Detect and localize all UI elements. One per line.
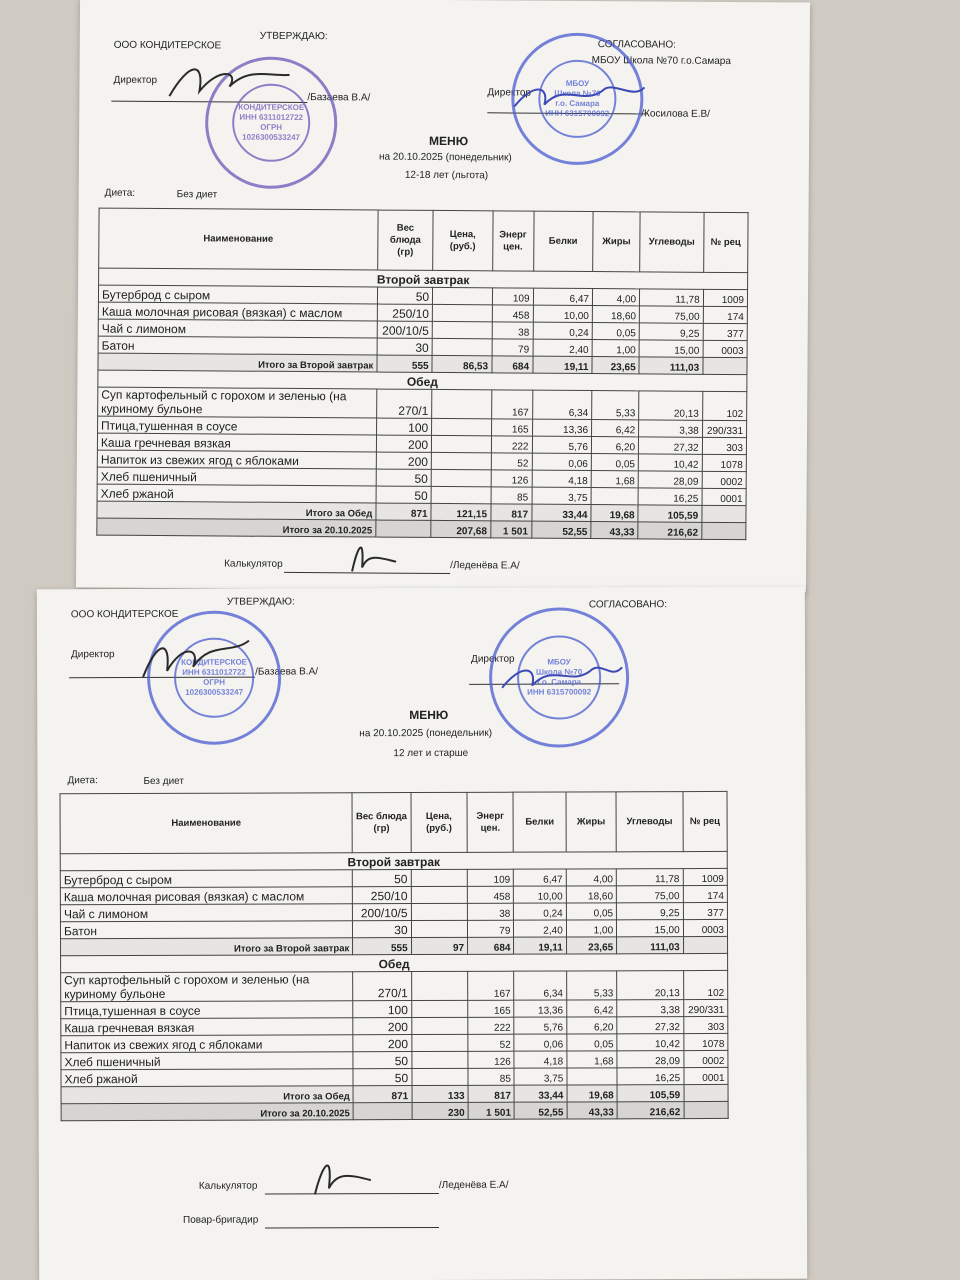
dish-energy: 52 [491, 453, 532, 470]
dish-fat: 18,60 [592, 306, 639, 323]
dish-weight: 50 [352, 870, 410, 887]
dish-weight: 100 [353, 1001, 411, 1018]
dish-energy: 85 [491, 487, 532, 504]
dish-name: Хлеб пшеничный [97, 467, 376, 486]
director-right-label: Директор [487, 87, 532, 99]
table-row [61, 970, 728, 1001]
dish-recipe: 1009 [703, 289, 747, 306]
total-label: Итого за Второй завтрак [98, 353, 377, 372]
calculator-label: Калькулятор [224, 558, 283, 570]
section-title: Второй завтрак [60, 851, 727, 870]
dish-name: Суп картофельный с горохом и зеленью (на куриному бульоне [61, 972, 353, 1002]
dish-price [431, 486, 491, 503]
dish-price [432, 435, 492, 452]
dish-recipe: 377 [703, 323, 747, 340]
column-header: Жиры [593, 212, 641, 272]
stamp-text: ИНН 6311012722 [239, 112, 304, 123]
day-total-carbs: 216,62 [638, 522, 702, 539]
column-header: Наименование [99, 208, 378, 270]
dish-recipe: 0002 [702, 471, 746, 488]
dish-fat: 6,20 [567, 1017, 617, 1034]
section-title: Обед [98, 370, 747, 392]
dish-price [431, 469, 491, 486]
director-signature [159, 56, 299, 107]
total-carbs: 111,03 [639, 357, 703, 374]
empty-cell [684, 1101, 728, 1118]
menu-table [60, 791, 729, 1121]
dish-protein: 2,40 [514, 920, 566, 937]
dish-price [433, 287, 493, 304]
dish-carbs: 15,00 [617, 920, 684, 937]
total-carbs: 105,59 [638, 505, 702, 522]
dish-carbs: 28,09 [617, 1051, 684, 1068]
section-title: Второй завтрак [99, 268, 748, 290]
dish-price [432, 389, 492, 418]
dish-name: Хлеб пшеничный [61, 1052, 353, 1070]
dish-recipe: 303 [702, 437, 746, 454]
dish-recipe: 290/331 [702, 420, 746, 437]
dish-recipe: 174 [683, 885, 727, 902]
dish-carbs: 20,13 [639, 391, 703, 420]
calculator-name: /Леденёва Е.А/ [450, 560, 520, 572]
day-total-weight [353, 1103, 411, 1120]
dish-fat: 0,05 [591, 454, 638, 471]
approve-label: УТВЕРЖДАЮ: [226, 596, 295, 608]
dish-protein: 0,24 [533, 322, 593, 339]
stamp-text: ИНН 6311012722 [182, 667, 246, 677]
company-name: ООО КОНДИТЕРСКОЕ [70, 608, 179, 621]
signature-line [265, 1227, 439, 1229]
stamp-text: КОНДИТЕРСКОЕ [181, 657, 248, 667]
dish-carbs: 75,00 [616, 886, 683, 903]
dish-weight: 50 [376, 469, 431, 486]
dish-protein: 4,18 [532, 470, 592, 487]
dish-carbs: 15,00 [639, 340, 703, 357]
dish-recipe: 0001 [702, 488, 746, 505]
day-total-energy: 1 501 [490, 521, 531, 538]
total-weight: 555 [353, 938, 411, 955]
day-total-fat: 43,33 [567, 1102, 617, 1119]
dish-weight: 50 [377, 287, 432, 304]
dish-recipe: 1078 [683, 1033, 727, 1050]
director-signature [509, 76, 649, 117]
dish-energy: 126 [491, 470, 532, 487]
column-header: Белки [513, 792, 566, 852]
dish-fat: 1,68 [591, 471, 638, 488]
dish-weight: 30 [377, 338, 432, 355]
dish-fat: 6,42 [567, 1000, 617, 1017]
column-header: Белки [533, 211, 593, 271]
dish-energy: 38 [492, 322, 533, 339]
dish-energy: 109 [467, 869, 513, 886]
day-total-carbs: 216,62 [617, 1102, 684, 1119]
dish-weight: 200/10/5 [377, 321, 432, 338]
column-header: Наименование [60, 793, 352, 854]
dish-recipe: 1009 [683, 868, 727, 885]
dish-name: Каша молочная рисовая (вязкая) с маслом [60, 887, 352, 905]
director-left-label: Директор [71, 649, 115, 661]
dish-price [432, 321, 492, 338]
dish-energy: 85 [468, 1068, 514, 1085]
total-label: Итого за Второй завтрак [61, 938, 353, 956]
dish-energy: 167 [491, 390, 532, 419]
dish-name: Суп картофельный с горохом и зеленью (на куриному бульоне [98, 387, 377, 418]
column-header: Вес блюда (гр) [352, 793, 411, 853]
company-name: ООО КОНДИТЕРСКОЕ [113, 39, 222, 52]
day-total-row [61, 1101, 728, 1120]
column-header: Цена, (руб.) [433, 210, 493, 270]
dish-fat: 5,33 [592, 391, 639, 420]
dish-fat: 1,00 [566, 920, 616, 937]
total-fat: 23,65 [566, 937, 616, 954]
dish-recipe: 1078 [702, 454, 746, 471]
dish-energy: 52 [468, 1034, 514, 1051]
dish-weight: 270/1 [376, 389, 432, 418]
dish-carbs: 10,42 [638, 454, 702, 471]
total-weight: 555 [377, 355, 432, 372]
column-header: Цена, (руб.) [411, 792, 468, 852]
total-energy: 684 [468, 937, 514, 954]
dish-weight: 250/10 [377, 304, 432, 321]
dish-weight: 270/1 [353, 972, 412, 1001]
table-header-row [60, 791, 727, 853]
empty-cell [702, 505, 746, 522]
dish-protein: 0,06 [532, 453, 592, 470]
dish-price [411, 1000, 467, 1017]
dish-carbs: 10,42 [617, 1034, 684, 1051]
total-price: 97 [411, 937, 467, 954]
dish-name: Напиток из свежих ягод с яблоками [97, 450, 376, 469]
director-left-name: /Базаева В.А/ [307, 92, 371, 104]
dish-energy: 126 [468, 1051, 514, 1068]
table-header-row [99, 208, 748, 273]
total-price: 86,53 [432, 355, 492, 372]
dish-fat: 6,20 [591, 437, 638, 454]
stamp-text: Школа №70 [535, 667, 583, 677]
dish-price [431, 452, 491, 469]
dish-recipe: 0001 [684, 1067, 728, 1084]
dish-price [411, 1017, 467, 1034]
approve-label: УТВЕРЖДАЮ: [259, 30, 328, 43]
dish-weight: 250/10 [353, 887, 411, 904]
menu-date: на 20.10.2025 (понедельник) [359, 727, 493, 740]
agreed-label: СОГЛАСОВАНО: [597, 39, 677, 51]
dish-carbs: 3,38 [639, 420, 703, 437]
column-header: Жиры [566, 792, 617, 852]
dish-weight: 30 [353, 921, 411, 938]
director-right-name: /Косилова Е.В/ [641, 108, 711, 120]
column-header: № рец [683, 791, 728, 851]
stamp-text: г.о. Самара [555, 98, 600, 109]
dish-weight: 200 [376, 435, 431, 452]
director-left-label: Директор [113, 74, 158, 86]
dish-name: Батон [60, 921, 352, 939]
total-protein: 33,44 [514, 1085, 566, 1102]
dish-name: Каша молочная рисовая (вязкая) с маслом [98, 302, 377, 321]
dish-carbs: 11,78 [640, 289, 704, 306]
calculator-label: Калькулятор [198, 1180, 258, 1192]
dish-recipe: 303 [683, 1016, 727, 1033]
day-total-price: 207,68 [431, 520, 491, 537]
dish-protein: 13,36 [532, 419, 592, 436]
day-total-label: Итого за 20.10.2025 [61, 1103, 353, 1121]
day-total-label: Итого за 20.10.2025 [97, 518, 376, 537]
dish-carbs: 16,25 [638, 488, 702, 505]
empty-cell [683, 936, 727, 953]
dish-price [432, 418, 492, 435]
total-price: 121,15 [431, 503, 491, 520]
dish-fat: 4,00 [566, 869, 616, 886]
diet-label: Диета: [104, 187, 136, 199]
total-price: 133 [412, 1085, 468, 1102]
dish-recipe: 0002 [684, 1050, 728, 1067]
dish-fat [591, 488, 638, 505]
dish-protein: 10,00 [514, 886, 566, 903]
dish-energy: 167 [468, 971, 514, 1000]
dish-name: Хлеб ржаной [61, 1069, 353, 1087]
dish-fat: 6,42 [592, 420, 639, 437]
dish-carbs: 3,38 [617, 1000, 684, 1017]
dish-carbs: 28,09 [638, 471, 702, 488]
dish-protein: 2,40 [533, 339, 593, 356]
dish-protein: 6,34 [532, 390, 592, 419]
dish-price [411, 1034, 467, 1051]
dish-fat: 0,05 [567, 1034, 617, 1051]
dish-price [412, 1051, 468, 1068]
director-signature [135, 633, 255, 683]
dish-energy: 79 [492, 339, 533, 356]
dish-protein: 5,76 [532, 436, 592, 453]
dish-energy: 458 [467, 886, 513, 903]
dish-protein: 3,75 [514, 1068, 566, 1085]
dish-energy: 222 [491, 436, 532, 453]
total-carbs: 111,03 [617, 937, 684, 954]
empty-cell [684, 1084, 728, 1101]
dish-fat: 0,05 [566, 903, 616, 920]
agreed-label: СОГЛАСОВАНО: [588, 599, 668, 611]
dish-recipe: 102 [702, 391, 746, 420]
dish-recipe: 377 [683, 902, 727, 919]
calculator-name: /Леденёва Е.А/ [438, 1179, 509, 1191]
total-weight: 871 [353, 1086, 411, 1103]
dish-weight: 50 [353, 1069, 411, 1086]
dish-protein: 10,00 [533, 305, 593, 322]
menu-sheet-2 [37, 587, 807, 1280]
dish-name: Чай с лимоном [60, 904, 352, 922]
dish-carbs: 20,13 [617, 971, 684, 1000]
dish-price [411, 920, 467, 937]
dish-name: Бутерброд с сыром [98, 285, 377, 304]
menu-age: 12-18 лет (льгота) [404, 169, 489, 182]
column-header: Углеводы [616, 792, 683, 852]
day-total-energy: 1 501 [468, 1102, 514, 1119]
dish-weight: 200 [353, 1018, 411, 1035]
dish-name: Батон [98, 336, 377, 355]
total-energy: 684 [492, 356, 533, 373]
stamp-text: ИНН 6315700092 [545, 108, 610, 119]
stamp-text: МБОУ [565, 78, 590, 88]
dish-fat: 1,00 [592, 340, 639, 357]
total-energy: 817 [468, 1085, 514, 1102]
stamp-text: ИНН 6315700092 [527, 687, 592, 697]
dish-name: Напиток из свежих ягод с яблоками [61, 1035, 353, 1053]
total-weight: 871 [376, 503, 431, 520]
dish-name: Каша гречневая вязкая [97, 433, 376, 452]
dish-weight: 200/10/5 [353, 904, 411, 921]
diet-value: Без диет [143, 775, 184, 787]
dish-carbs: 27,32 [617, 1017, 684, 1034]
dish-weight: 200 [376, 452, 431, 469]
day-total-price: 230 [412, 1102, 468, 1119]
stamp-text: ОГРН 1026300533247 [185, 677, 244, 697]
dish-protein: 13,36 [514, 1000, 566, 1017]
dish-energy: 79 [467, 920, 513, 937]
total-protein: 19,11 [514, 937, 566, 954]
director-right-label: Директор [471, 653, 515, 665]
dish-price [412, 1068, 468, 1085]
dish-carbs: 9,25 [617, 903, 684, 920]
dish-protein: 0,06 [514, 1034, 566, 1051]
menu-date: на 20.10.2025 (понедельник) [378, 151, 512, 164]
menu-sheet-1 [76, 0, 810, 593]
column-header: Энерг цен. [492, 211, 533, 271]
day-total-fat: 43,33 [591, 522, 638, 539]
dish-energy: 165 [491, 419, 532, 436]
total-label: Итого за Обед [61, 1086, 353, 1104]
dish-price [432, 338, 492, 355]
total-fat: 19,68 [567, 1085, 617, 1102]
dish-recipe: 290/331 [683, 999, 727, 1016]
table-row [98, 387, 747, 421]
menu-age: 12 лет и старше [393, 747, 469, 760]
dish-fat: 1,68 [567, 1051, 617, 1068]
dish-recipe: 0003 [703, 340, 747, 357]
calculator-signature [344, 533, 404, 575]
total-energy: 817 [491, 504, 532, 521]
dish-fat [567, 1068, 617, 1085]
dish-protein: 3,75 [532, 487, 592, 504]
director-left-name: /Базаева В.А/ [255, 666, 319, 678]
column-header: Углеводы [640, 212, 704, 272]
dish-fat: 4,00 [592, 289, 639, 306]
dish-protein: 6,47 [533, 288, 593, 305]
dish-carbs: 11,78 [616, 869, 683, 886]
dish-carbs: 27,32 [639, 437, 703, 454]
total-protein: 33,44 [532, 504, 592, 521]
dish-price [411, 886, 467, 903]
dish-weight: 50 [353, 1052, 411, 1069]
column-header: № рец [703, 212, 748, 272]
dish-price [411, 971, 468, 1000]
dish-protein: 4,18 [514, 1051, 566, 1068]
dish-energy: 109 [492, 288, 533, 305]
total-fat: 23,65 [592, 357, 639, 374]
director-signature [497, 657, 627, 697]
dish-recipe: 174 [703, 306, 747, 323]
dish-protein: 0,24 [514, 903, 566, 920]
dish-name: Каша гречневая вязкая [61, 1018, 353, 1036]
dish-name: Птица,тушенная в соусе [61, 1001, 353, 1019]
dish-weight: 100 [376, 418, 431, 435]
dish-fat: 5,33 [566, 971, 616, 1000]
dish-energy: 38 [467, 903, 513, 920]
dish-protein: 6,47 [514, 869, 566, 886]
calculator-signature [307, 1148, 377, 1198]
dish-energy: 165 [468, 1000, 514, 1017]
dish-protein: 6,34 [514, 971, 566, 1000]
menu-title: МЕНЮ [429, 133, 469, 149]
dish-price [411, 869, 467, 886]
empty-cell [703, 357, 747, 374]
dish-carbs: 16,25 [617, 1068, 684, 1085]
dish-name: Чай с лимоном [98, 319, 377, 338]
dish-name: Птица,тушенная в соусе [98, 416, 377, 435]
day-total-protein: 52,55 [514, 1102, 566, 1119]
empty-cell [702, 522, 746, 539]
day-total-protein: 52,55 [531, 521, 591, 538]
total-label: Итого за Обед [97, 501, 376, 520]
section-title: Обед [61, 953, 728, 972]
diet-value: Без диет [176, 189, 218, 201]
dish-energy: 458 [492, 305, 533, 322]
stamp-text: МБОУ [547, 657, 571, 667]
menu-title: МЕНЮ [409, 707, 449, 723]
cook-label: Повар-бригадир [182, 1214, 259, 1226]
dish-price [432, 304, 492, 321]
menu-table [96, 208, 748, 541]
dish-recipe: 102 [683, 970, 727, 999]
total-carbs: 105,59 [617, 1085, 684, 1102]
total-fat: 19,68 [591, 505, 638, 522]
dish-weight: 50 [376, 486, 431, 503]
stamp-text: Школа №70 [554, 88, 601, 99]
dish-price [411, 903, 467, 920]
column-header: Вес блюда (гр) [377, 210, 433, 270]
total-protein: 19,11 [533, 356, 593, 373]
day-total-row [97, 518, 746, 540]
dish-fat: 0,05 [592, 323, 639, 340]
column-header: Энерг цен. [467, 792, 514, 852]
stamp-text: г.о. Самара [537, 677, 582, 687]
dish-recipe: 0003 [683, 919, 727, 936]
dish-protein: 5,76 [514, 1017, 566, 1034]
dish-carbs: 9,25 [639, 323, 703, 340]
dish-name: Бутерброд с сыром [60, 870, 352, 888]
dish-weight: 200 [353, 1035, 411, 1052]
stamp-text: КОНДИТЕРСКОЕ [238, 102, 305, 113]
stamp-text: ОГРН 1026300533247 [242, 122, 301, 142]
dish-energy: 222 [468, 1017, 514, 1034]
dish-carbs: 75,00 [639, 306, 703, 323]
dish-fat: 18,60 [566, 886, 616, 903]
dish-name: Хлеб ржаной [97, 484, 376, 503]
school-name: МБОУ Школа №70 г.о.Самара [591, 55, 731, 68]
diet-label: Диета: [67, 775, 98, 787]
